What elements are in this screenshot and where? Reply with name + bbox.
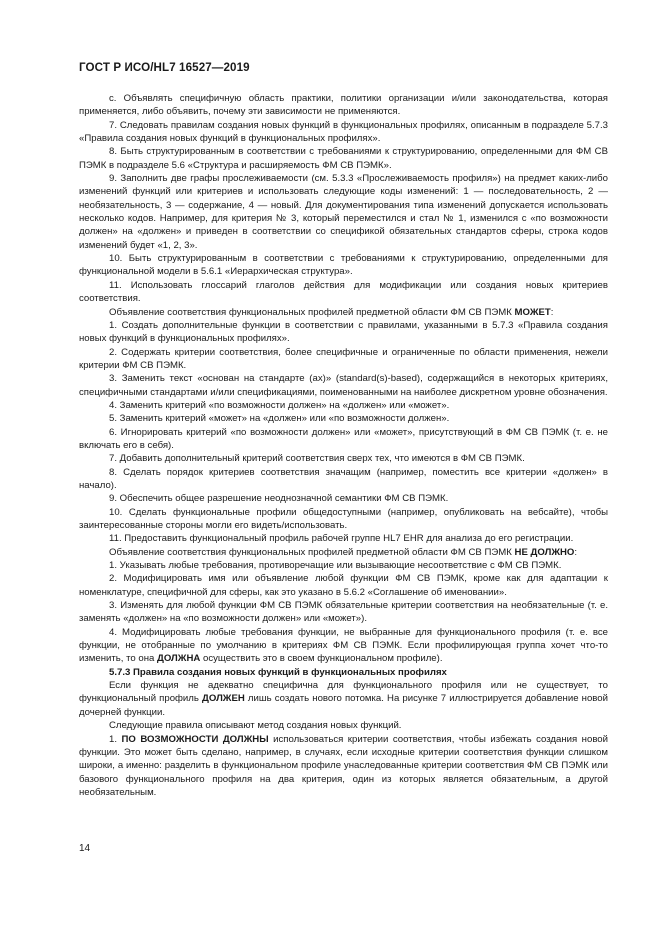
paragraph: 5. Заменить критерий «может» на «должен» или «по возможности должен». (109, 413, 450, 425)
page-number: 14 (79, 843, 91, 854)
document-header: ГОСТ Р ИСО/HL7 16527—2019 (79, 61, 250, 74)
paragraph: 8. Быть структурированным в соответствии с требованиями к структурированию, определенными для ФМ СВ ПЭМК в подразделе 5.6 «Структура и расширяемость ФМ СВ ПЭМК». (79, 146, 608, 171)
paragraph: c. Объявлять специфичную область практики, политики организации и/или законодательства, которая применяется, либо объявить, почему эти зависимости не применяются. (79, 93, 608, 118)
paragraph: Объявление соответствия функциональных профилей предметной области ФМ СВ ПЭМК НЕ ДОЛЖНО: (109, 546, 578, 558)
paragraph: 4. Заменить критерий «по возможности должен» на «должен» или «может». (109, 399, 450, 411)
paragraph: 7. Добавить дополнительный критерий соответствия сверх тех, что имеются в ФМ СВ ПЭМК. (109, 453, 525, 465)
paragraph: 6. Игнорировать критерий «по возможности должен» или «может», присутствующий в ФМ СВ ПЭМК (т. е. не включать его в себя). (79, 426, 608, 451)
paragraph: 4. Модифицировать любые требования функции, не выбранные для функционального профиля (т. е. все функции, не отобранные по умолчанию в критериях ФМ СВ ПЭМК. Если профилирующая группа хочет что-то изменить, то она ДОЛЖНА осуществить это в своем функциональном профиле). (79, 626, 608, 665)
paragraph: 2. Модифицировать имя или объявление любой функции ФМ СВ ПЭМК, кроме как для адаптации к номенклатуре, специфичной для сферы, как это указано в 5.6.2 «Соглашение об именовании». (79, 573, 608, 598)
paragraph: 3. Заменить текст «основан на стандарте (ах)» (standard(s)-based), содержащийся в некоторых критериях, специфичными стандартами и/или спецификациями, поименованными на наиболее дискретном уровне обозначения. (79, 373, 608, 398)
section-heading: 5.7.3 Правила создания новых функций в функциональных профилях (109, 666, 447, 678)
paragraph: 9. Обеспечить общее разрешение неоднозначной семантики ФМ СВ ПЭМК. (109, 493, 449, 505)
paragraph: 10. Быть структурированным в соответствии с требованиями к структурированию, определенными для функциональной модели в 5.6.1 «Иерархическая структура». (79, 253, 608, 278)
paragraph: Следующие правила описывают метод создания новых функций. (109, 720, 402, 732)
paragraph: 9. Заполнить две графы прослеживаемости (см. 5.3.3 «Прослеживаемость профиля») на предмет каких-либо изменений функций или критериев и использовать следующие коды изменений: 1 — последовательность, 2 — необязательность, 3 — содержание, 4 — новый. Для документирования типа изменений допускается использовать несколько кодов. Например, для критерия № 3, который переместился и стал № 1, изменился с «по возможности должен» на «должен» и приведен в соответствии со спецификой обязательных стандартов сферы, строка кодов изменений будет «1, 2, 3». (79, 173, 608, 251)
paragraph: 1. Указывать любые требования, противоречащие или вызывающие несоответствие с ФМ СВ ПЭМК. (109, 560, 562, 572)
paragraph: 1. Создать дополнительные функции в соответствии с правилами, указанными в 5.7.3 «Правила создания новых функций в функциональных профилях». (79, 319, 608, 345)
paragraph: 3. Изменять для любой функции ФМ СВ ПЭМК обязательные критерии соответствия на необязательные (т. е. заменять «должен» на «по возможности должен» или «может»). (79, 600, 608, 625)
paragraph: 1. ПО ВОЗМОЖНОСТИ ДОЛЖНЫ использоваться критерии соответствия, чтобы избежать создания новой функции. Это может быть сделано, например, в случаях, если исходные критерии соответствия функции слишком широки, а именно: разделить в функциональном профиле унаследованные критерии соответствия ФМ СВ ПЭМК или базового функционального профиля на два критерия, один из которых является обязательным, а другой необязательным. (79, 733, 609, 798)
paragraph: Если функция не адекватно специфична для функционального профиля или не существует, то функциональный профиль ДОЛЖЕН лишь создать нового потомка. На рисунке 7 иллюстрируется добавление новой дочерней функции. (79, 680, 608, 718)
paragraph: 11. Использовать глоссарий глаголов действия для модификации или создания новых критериев соответствия. (79, 279, 608, 305)
paragraph: 11. Предоставить функциональный профиль рабочей группе HL7 EHR для анализа до его регистрации. (109, 533, 574, 545)
paragraph: 8. Сделать порядок критериев соответствия значащим (например, поместить все критерии «должен» в начало). (79, 466, 608, 491)
document-body (79, 92, 608, 799)
paragraph: 10. Сделать функциональные профили общедоступными (например, опубликовать на вебсайте), чтобы заинтересованные стороны могли его видеть/использовать. (79, 506, 608, 531)
paragraph: Объявление соответствия функциональных профилей предметной области ФМ СВ ПЭМК МОЖЕТ: (109, 306, 554, 318)
paragraph: 2. Содержать критерии соответствия, более специфичные и ограниченные по области применения, нежели критерии ФМ СВ ПЭМК. (79, 346, 608, 371)
paragraph: 7. Следовать правилам создания новых функций в функциональных профилях, описанным в подразделе 5.7.3 «Правила создания новых функций в функциональных профилях». (79, 119, 608, 145)
